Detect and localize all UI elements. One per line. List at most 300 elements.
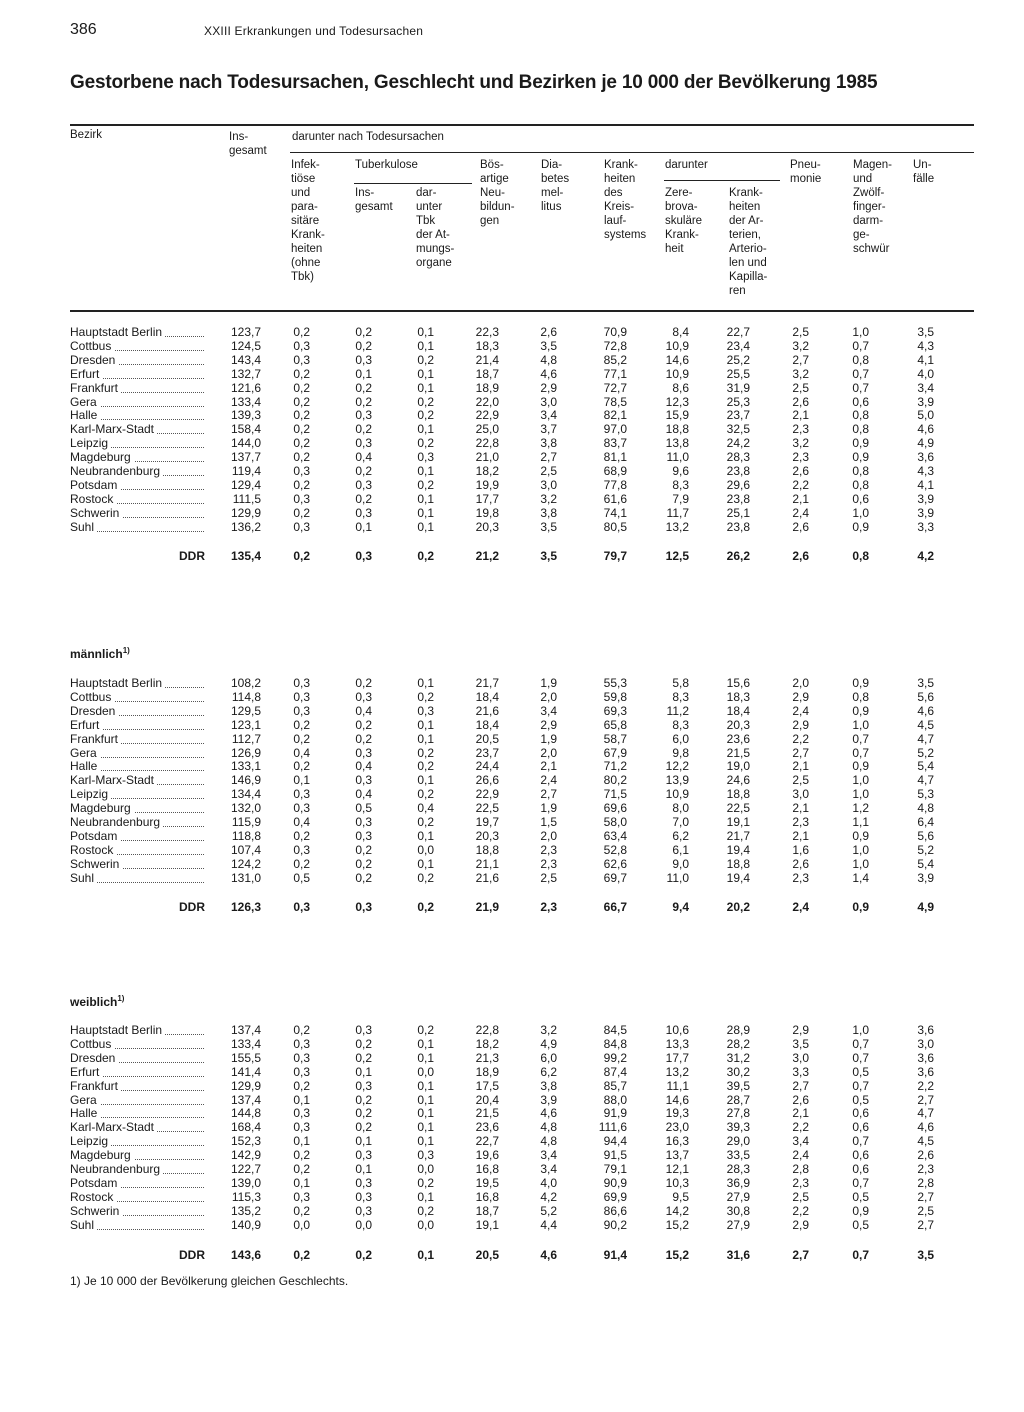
- cell-value: 3,9: [917, 394, 934, 409]
- cell-value: 2,6: [792, 464, 809, 478]
- cell-value: 0,2: [417, 787, 434, 802]
- cell-value: 0,1: [417, 731, 434, 746]
- table-row: [0, 857, 1024, 871]
- cell-value: 0,3: [293, 464, 310, 478]
- bezirk-label: Suhl: [70, 520, 97, 534]
- cell-value: 0,1: [417, 1050, 434, 1065]
- bezirk-name: [70, 801, 210, 815]
- cell-value: 12,1: [665, 1162, 689, 1176]
- cell-value: 24,6: [726, 773, 750, 788]
- cell-value: 0,1: [417, 505, 434, 520]
- bezirk-name: [70, 1134, 210, 1148]
- cell-value: 9,6: [672, 464, 689, 478]
- cell-value: 61,6: [603, 491, 627, 506]
- cell-value: 2,7: [792, 1078, 809, 1093]
- cell-value: 4,6: [540, 366, 557, 381]
- cell-value: 19,6: [475, 1148, 499, 1163]
- bezirk-name: [70, 690, 210, 704]
- table-row: [0, 1093, 1024, 1107]
- bezirk-label: Halle: [70, 1106, 100, 1120]
- cell-value: 84,5: [603, 1023, 627, 1037]
- cell-value: 2,7: [917, 1217, 934, 1232]
- cell-value: 0,3: [293, 1064, 310, 1079]
- cell-value: 5,2: [917, 745, 934, 760]
- cell-value: 87,4: [603, 1064, 627, 1079]
- cell-value: 0,2: [355, 731, 372, 746]
- cell-value: 25,5: [726, 366, 750, 381]
- cell-value: 23,6: [726, 731, 750, 746]
- cell-value: 0,1: [417, 828, 434, 843]
- cell-value: 0,1: [293, 1134, 310, 1149]
- cell-value: 0,3: [355, 773, 372, 788]
- cell-value: 0,1: [417, 1078, 434, 1093]
- cell-value: 27,9: [726, 1217, 750, 1232]
- cell-value: 13,7: [665, 1148, 689, 1163]
- bezirk-name: [70, 1037, 210, 1051]
- table-row: [0, 676, 1024, 690]
- cell-value: 99,2: [603, 1050, 627, 1065]
- cell-value: 0,2: [417, 436, 434, 451]
- table-row: [0, 1176, 1024, 1190]
- cell-value: 4,9: [540, 1036, 557, 1051]
- cell-value: 124,5: [230, 338, 261, 353]
- cell-value: 4,7: [917, 773, 934, 788]
- cell-value: 0,1: [417, 676, 434, 690]
- cell-value: 4,3: [917, 464, 934, 478]
- bezirk-label: Cottbus: [70, 1037, 114, 1051]
- cell-value: 0,3: [417, 1148, 434, 1163]
- cell-value: 0,0: [417, 842, 434, 857]
- cell-value: 19,0: [726, 759, 750, 774]
- cell-value: 18,2: [475, 464, 499, 478]
- cell-value: 19,7: [475, 815, 499, 829]
- bezirk-name: [70, 871, 210, 885]
- page-title: Gestorbene nach Todesursachen, Geschlecht und Bezirken je 10 000 der Bevölkerung 1985: [70, 72, 878, 93]
- cell-value: 21,9: [475, 900, 499, 914]
- footnote-marker: 1): [117, 994, 125, 1003]
- cell-value: 58,0: [603, 815, 627, 829]
- cell-value: 2,3: [540, 842, 557, 857]
- cell-value: 0,3: [293, 703, 310, 718]
- bezirk-label: Leipzig: [70, 1134, 111, 1148]
- cell-value: 86,6: [603, 1203, 627, 1218]
- cell-value: 2,9: [540, 717, 557, 732]
- cell-value: 27,8: [726, 1106, 750, 1121]
- cell-value: 0,1: [417, 717, 434, 732]
- cell-value: 1,0: [852, 842, 869, 857]
- cell-value: 2,7: [917, 1189, 934, 1204]
- cell-value: 0,1: [355, 1162, 372, 1176]
- cell-value: 129,9: [230, 505, 261, 520]
- cell-value: 0,3: [417, 703, 434, 718]
- cell-value: 97,0: [603, 422, 627, 437]
- cell-value: 20,5: [475, 731, 499, 746]
- cell-value: 4,9: [917, 436, 934, 451]
- cell-value: 107,4: [230, 842, 261, 857]
- bezirk-name: [70, 718, 210, 732]
- cell-value: 65,8: [603, 717, 627, 732]
- cell-value: 2,3: [792, 815, 809, 829]
- cell-value: 0,2: [293, 325, 310, 339]
- cell-value: 0,2: [293, 450, 310, 465]
- cell-value: 126,3: [230, 900, 261, 914]
- cell-value: 4,3: [917, 338, 934, 353]
- cell-value: 3,6: [917, 1050, 934, 1065]
- cell-value: 1,0: [852, 1023, 869, 1037]
- cell-value: 0,1: [417, 1248, 434, 1262]
- table-row: [0, 1037, 1024, 1051]
- cell-value: 0,2: [355, 676, 372, 690]
- cell-value: 0,2: [355, 1248, 372, 1262]
- cell-value: 129,9: [230, 1078, 261, 1093]
- cell-value: 0,0: [293, 1217, 310, 1232]
- cell-value: 19,5: [475, 1175, 499, 1190]
- cell-value: 0,1: [417, 422, 434, 437]
- cell-value: 22,0: [475, 394, 499, 409]
- cell-value: 0,2: [293, 1148, 310, 1163]
- cell-value: 12,2: [665, 759, 689, 774]
- table-total-row: [0, 1248, 1024, 1262]
- cell-value: 2,5: [540, 464, 557, 478]
- cell-value: 5,3: [917, 787, 934, 802]
- cell-value: 0,5: [355, 801, 372, 816]
- cell-value: 3,5: [917, 325, 934, 339]
- cell-value: 80,5: [603, 519, 627, 534]
- cell-value: 0,9: [852, 1203, 869, 1218]
- cell-value: 0,3: [293, 519, 310, 534]
- bezirk-label: Magdeburg: [70, 1148, 134, 1162]
- cell-value: 25,0: [475, 422, 499, 437]
- cell-value: 0,3: [355, 815, 372, 829]
- cell-value: 0,3: [355, 436, 372, 451]
- cell-value: 80,2: [603, 773, 627, 788]
- cell-value: 2,7: [792, 1248, 809, 1262]
- cell-value: 2,3: [792, 450, 809, 465]
- cell-value: 2,1: [792, 801, 809, 816]
- cell-value: 17,7: [665, 1050, 689, 1065]
- cell-value: 6,0: [672, 731, 689, 746]
- cell-value: 0,2: [293, 366, 310, 381]
- cell-value: 19,1: [475, 1217, 499, 1232]
- cell-value: 3,0: [540, 394, 557, 409]
- cell-value: 11,7: [666, 505, 689, 520]
- cell-value: 142,9: [230, 1148, 261, 1163]
- table-row: [0, 746, 1024, 760]
- cell-value: 20,5: [475, 1248, 499, 1262]
- cell-value: 2,4: [792, 1148, 809, 1163]
- cell-value: 2,9: [792, 717, 809, 732]
- cell-value: 22,9: [475, 787, 499, 802]
- cell-value: 4,7: [917, 731, 934, 746]
- table-row: [0, 339, 1024, 353]
- bezirk-label: Potsdam: [70, 478, 120, 492]
- cell-value: 3,5: [540, 519, 557, 534]
- cell-value: 0,2: [417, 745, 434, 760]
- cell-value: 3,3: [917, 519, 934, 534]
- section-label: [70, 994, 124, 1009]
- cell-value: 25,1: [726, 505, 750, 520]
- cell-value: 7,0: [672, 815, 689, 829]
- cell-value: 0,2: [355, 338, 372, 353]
- cell-value: 4,6: [540, 1248, 557, 1262]
- cell-value: 0,2: [293, 731, 310, 746]
- cell-value: 0,2: [355, 1106, 372, 1121]
- cell-value: 0,6: [852, 394, 869, 409]
- cell-value: 18,7: [475, 366, 499, 381]
- header-magen: Magen- und Zwölf- finger- darm- ge- schwür: [853, 159, 892, 255]
- cell-value: 69,9: [603, 1189, 627, 1204]
- cell-value: 2,6: [792, 394, 809, 409]
- cell-value: 0,3: [355, 745, 372, 760]
- cell-value: 0,1: [417, 366, 434, 381]
- cell-value: 0,3: [293, 787, 310, 802]
- cell-value: 0,1: [293, 1092, 310, 1107]
- cell-value: 136,2: [230, 519, 261, 534]
- cell-value: 3,7: [540, 422, 557, 437]
- cell-value: 85,7: [603, 1078, 627, 1093]
- cell-value: 21,2: [475, 549, 499, 563]
- cell-value: 0,1: [417, 325, 434, 339]
- cell-value: 0,2: [355, 1092, 372, 1107]
- cell-value: 21,5: [475, 1106, 499, 1121]
- cell-value: 19,3: [665, 1106, 689, 1121]
- cell-value: 17,7: [475, 491, 499, 506]
- cell-value: 71,5: [603, 787, 627, 802]
- cell-value: 29,0: [726, 1134, 750, 1149]
- cell-value: 2,0: [540, 689, 557, 704]
- cell-value: 143,6: [230, 1248, 261, 1262]
- bezirk-name: [70, 829, 210, 843]
- cell-value: 0,2: [293, 828, 310, 843]
- cell-value: 4,5: [917, 1134, 934, 1149]
- cell-value: 0,3: [293, 842, 310, 857]
- cell-value: 115,9: [231, 815, 261, 829]
- cell-value: 77,1: [603, 366, 627, 381]
- cell-value: 32,5: [726, 422, 750, 437]
- cell-value: 0,7: [852, 1078, 869, 1093]
- cell-value: 69,3: [603, 703, 627, 718]
- header-tuberkulose: Tuberkulose: [355, 159, 418, 171]
- cell-value: 5,4: [917, 856, 934, 871]
- cell-value: 3,8: [540, 1078, 557, 1093]
- cell-value: 0,8: [852, 464, 869, 478]
- cell-value: 3,0: [792, 787, 809, 802]
- cell-value: 158,4: [230, 422, 261, 437]
- cell-value: 0,2: [293, 477, 310, 492]
- cell-value: 0,2: [293, 1162, 310, 1176]
- bezirk-label: Schwerin: [70, 1204, 122, 1218]
- bezirk-name: [70, 1051, 210, 1065]
- cell-value: 114,8: [231, 689, 261, 704]
- cell-value: 5,0: [917, 408, 934, 423]
- bezirk-name: [70, 704, 210, 718]
- bezirk-label: Leipzig: [70, 436, 111, 450]
- cell-value: 0,2: [417, 815, 434, 829]
- cell-value: 2,5: [540, 870, 557, 885]
- cell-value: 0,4: [355, 450, 372, 465]
- bezirk-label: Rostock: [70, 492, 116, 506]
- bezirk-name: [70, 843, 210, 857]
- cell-value: 18,7: [475, 1203, 499, 1218]
- cell-value: 0,7: [852, 745, 869, 760]
- bezirk-name: [70, 325, 210, 339]
- cell-value: 8,3: [672, 717, 689, 732]
- header-darunter: darunter nach Todesursachen: [292, 131, 444, 143]
- cell-value: 31,2: [726, 1050, 750, 1065]
- cell-value: 0,2: [355, 842, 372, 857]
- cell-value: 0,3: [417, 450, 434, 465]
- cell-value: 19,1: [726, 815, 750, 829]
- cell-value: 0,5: [852, 1189, 869, 1204]
- cell-value: 27,9: [726, 1189, 750, 1204]
- total-label: DDR: [179, 900, 205, 914]
- cell-value: 3,4: [540, 703, 557, 718]
- header-bottom-rule: [70, 310, 974, 312]
- cell-value: 3,2: [792, 366, 809, 381]
- cell-value: 13,2: [665, 519, 689, 534]
- cell-value: 2,1: [792, 1106, 809, 1121]
- cell-value: 4,6: [917, 703, 934, 718]
- cell-value: 3,0: [540, 477, 557, 492]
- bezirk-label: Dresden: [70, 353, 118, 367]
- cell-value: 0,1: [417, 380, 434, 395]
- cell-value: 88,0: [603, 1092, 627, 1107]
- cell-value: 5,6: [917, 828, 934, 843]
- header-top-rule: [70, 124, 974, 126]
- cell-value: 28,3: [726, 450, 750, 465]
- cell-value: 18,4: [726, 703, 750, 718]
- cell-value: 4,6: [917, 1120, 934, 1135]
- cell-value: 0,2: [355, 870, 372, 885]
- bezirk-label: Karl-Marx-Stadt: [70, 422, 157, 436]
- cell-value: 2,0: [540, 745, 557, 760]
- cell-value: 0,2: [355, 717, 372, 732]
- cell-value: 0,3: [293, 1120, 310, 1135]
- cell-value: 2,6: [792, 856, 809, 871]
- cell-value: 2,8: [917, 1175, 934, 1190]
- table-row: [0, 787, 1024, 801]
- cell-value: 2,1: [540, 759, 557, 774]
- table-row: [0, 815, 1024, 829]
- cell-value: 22,5: [726, 801, 750, 816]
- bezirk-label: Erfurt: [70, 367, 102, 381]
- cell-value: 144,8: [230, 1106, 261, 1121]
- cell-value: 16,8: [475, 1189, 499, 1204]
- cell-value: 2,6: [917, 1148, 934, 1163]
- cell-value: 0,2: [417, 549, 434, 563]
- cell-value: 0,2: [417, 1175, 434, 1190]
- cell-value: 1,4: [852, 870, 869, 885]
- table-total-row: [0, 900, 1024, 914]
- cell-value: 24,4: [475, 759, 499, 774]
- cell-value: 79,7: [603, 549, 627, 563]
- cell-value: 132,7: [230, 366, 261, 381]
- table-row: [0, 1218, 1024, 1232]
- cell-value: 94,4: [603, 1134, 627, 1149]
- cell-value: 0,8: [852, 549, 869, 563]
- cell-value: 0,3: [293, 1036, 310, 1051]
- bezirk-label: Gera: [70, 395, 100, 409]
- cell-value: 18,9: [475, 380, 499, 395]
- header-tbk-insgesamt: Ins- gesamt: [355, 187, 393, 213]
- cell-value: 4,9: [917, 900, 934, 914]
- cell-value: 23,4: [726, 338, 750, 353]
- cell-value: 0,3: [355, 828, 372, 843]
- header-diabetes: Dia- betes mel- litus: [541, 159, 570, 213]
- bezirk-label: Magdeburg: [70, 801, 134, 815]
- cell-value: 1,0: [852, 325, 869, 339]
- cell-value: 121,6: [230, 380, 261, 395]
- cell-value: 30,8: [726, 1203, 750, 1218]
- cell-value: 16,8: [475, 1162, 499, 1176]
- cell-value: 2,6: [792, 519, 809, 534]
- bezirk-name: [70, 1218, 210, 1232]
- cell-value: 7,9: [672, 491, 689, 506]
- footnote-marker: 1): [122, 646, 130, 655]
- table-row: [0, 450, 1024, 464]
- cell-value: 2,8: [792, 1162, 809, 1176]
- cell-value: 0,4: [355, 703, 372, 718]
- header-tbk-darunter: dar- unter Tbk der At- mungs- organe: [416, 187, 455, 269]
- cell-value: 85,2: [603, 352, 627, 367]
- cell-value: 139,3: [230, 408, 261, 423]
- cell-value: 13,3: [665, 1036, 689, 1051]
- cell-value: 21,5: [726, 745, 750, 760]
- cell-value: 14,6: [665, 1092, 689, 1107]
- cell-value: 3,9: [540, 1092, 557, 1107]
- cell-value: 3,2: [540, 1023, 557, 1037]
- bezirk-name: [70, 1176, 210, 1190]
- cell-value: 0,0: [355, 1217, 372, 1232]
- cell-value: 26,2: [726, 549, 750, 563]
- cell-value: 0,1: [417, 1106, 434, 1121]
- cell-value: 18,8: [665, 422, 689, 437]
- bezirk-label: Suhl: [70, 1218, 97, 1232]
- cell-value: 4,2: [917, 549, 934, 563]
- cell-value: 4,7: [917, 1106, 934, 1121]
- cell-value: 2,5: [792, 1189, 809, 1204]
- cell-value: 20,3: [475, 828, 499, 843]
- bezirk-label: Schwerin: [70, 506, 122, 520]
- cell-value: 4,4: [540, 1217, 557, 1232]
- cell-value: 2,9: [792, 1217, 809, 1232]
- cell-value: 0,4: [417, 801, 434, 816]
- cell-value: 1,9: [540, 801, 557, 816]
- cell-value: 0,3: [355, 1023, 372, 1037]
- bezirk-name: [70, 353, 210, 367]
- cell-value: 69,7: [603, 870, 627, 885]
- cell-value: 3,9: [917, 505, 934, 520]
- cell-value: 0,7: [852, 1050, 869, 1065]
- table-row: [0, 871, 1024, 885]
- table-row: [0, 436, 1024, 450]
- cell-value: 155,5: [230, 1050, 261, 1065]
- cell-value: 0,5: [852, 1217, 869, 1232]
- table-row: [0, 367, 1024, 381]
- cell-value: 3,2: [540, 491, 557, 506]
- bezirk-name: [70, 773, 210, 787]
- cell-value: 8,0: [672, 801, 689, 816]
- cell-value: 18,4: [475, 717, 499, 732]
- cell-value: 21,4: [475, 352, 499, 367]
- cell-value: 0,9: [852, 703, 869, 718]
- cell-value: 20,2: [726, 900, 750, 914]
- cell-value: 3,5: [792, 1036, 809, 1051]
- bezirk-name: [70, 339, 210, 353]
- bezirk-name: [70, 395, 210, 409]
- cell-value: 82,1: [603, 408, 627, 423]
- cell-value: 134,4: [230, 787, 261, 802]
